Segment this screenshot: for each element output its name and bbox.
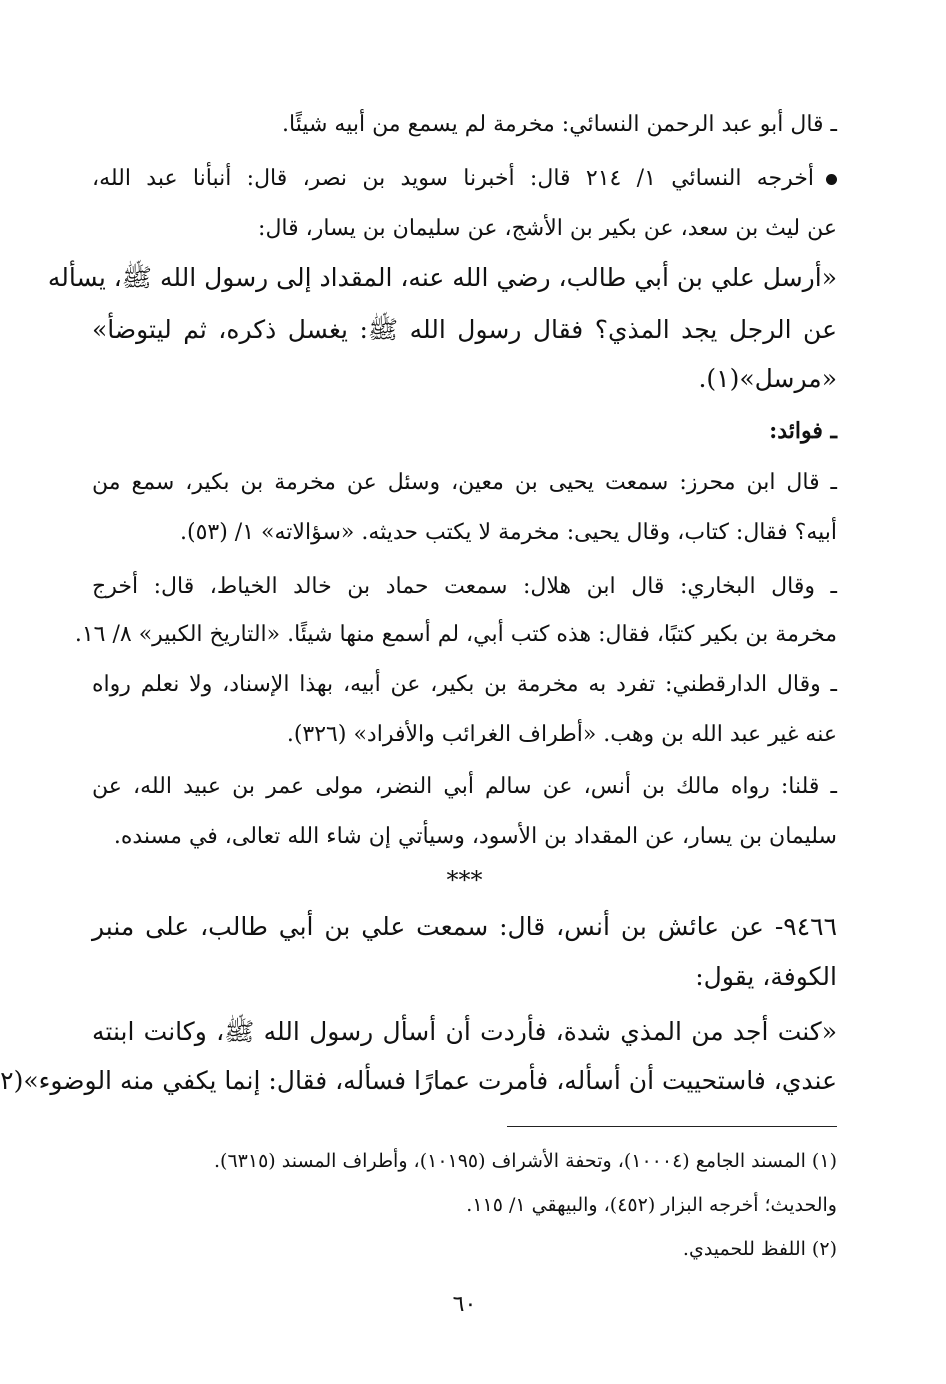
text-line-13: عنه غير عبد الله بن وهب. «أطراف الغرائب والأفراد» (٣٢٦). xyxy=(286,722,837,747)
text-line-9: أبيه؟ فقال: كتاب، وقال يحيى: مخرمة لا يكتب حديثه. «سؤالاته» ١/ (٥٣). xyxy=(180,520,837,545)
hadith-line-1: «أرسل علي بن أبي طالب، رضي الله عنه، المقداد إلى رسول الله ﷺ، يسأله xyxy=(47,263,837,292)
text-line-8: ـ قال ابن محرز: سمعت يحيى بن معين، وسئل عن مخرمة بن بكير، سمع من xyxy=(92,470,837,495)
footnote-separator xyxy=(507,1126,837,1127)
text-line-10: ـ وقال البخاري: قال ابن هلال: سمعت حماد بن خالد الخياط، قال: أخرج xyxy=(92,574,837,599)
footnote-1: (١) المسند الجامع (١٠٠٠٤)، وتحفة الأشراف (١٠١٩٥)، وأطراف المسند (٦٣١٥). xyxy=(214,1150,837,1172)
section-heading: ـ فوائد: xyxy=(769,418,837,444)
text-line-2: أخرجه النسائي ١/ ٢١٤ قال: أخبرنا سويد بن نصر، قال: أنبأنا عبد الله، xyxy=(92,166,837,191)
section-divider-stars: *** xyxy=(446,866,483,894)
hadith-line-3: «مرسل»(١). xyxy=(698,364,837,393)
hadith-heading-line-2: الكوفة، يقول: xyxy=(695,962,837,991)
hadith-heading-line-1: ٩٤٦٦- عن عائش بن أنس، قال: سمعت علي بن أبي طالب، على منبر xyxy=(92,912,837,941)
text-line-11: مخرمة بن بكير كتبًا، فقال: هذه كتب أبي، لم أسمع منها شيئًا. «التاريخ الكبير» ٨/ ١٦. xyxy=(74,622,837,647)
text-line-12: ـ وقال الدارقطني: تفرد به مخرمة بن بكير، عن أبيه، بهذا الإسناد، ولا نعلم رواه xyxy=(92,672,837,697)
hadith-line-2: عن الرجل يجد المذي؟ فقال رسول الله ﷺ: يغسل ذكره، ثم ليتوضأ» xyxy=(92,315,837,344)
footnote-2: (٢) اللفظ للحميدي. xyxy=(682,1238,837,1260)
page-number: ٦٠ xyxy=(452,1292,477,1317)
bullet-icon xyxy=(826,174,837,185)
footnote-1-continued: والحديث؛ أخرجه البزار (٤٥٢)، والبيهقي ١/ ١١٥. xyxy=(466,1194,837,1216)
text-line-3: عن ليث بن سعد، عن بكير بن الأشج، عن سليمان بن يسار، قال: xyxy=(258,216,837,241)
hadith-text-line-1: «كنت أجد من المذي شدة، فأردت أن أسأل رسول الله ﷺ، وكانت ابنته xyxy=(92,1017,837,1046)
text-line-15: سليمان بن يسار، عن المقداد بن الأسود، وسيأتي إن شاء الله تعالى، في مسنده. xyxy=(113,824,837,849)
text-line-14: ـ قلنا: رواه مالك بن أنس، عن سالم أبي النضر، مولى عمر بن عبيد الله، عن xyxy=(92,774,837,799)
text-line-1: ـ قال أبو عبد الرحمن النسائي: مخرمة لم يسمع من أبيه شيئًا. xyxy=(282,112,837,137)
hadith-text-line-2: عندي، فاستحييت أن أسأله، فأمرت عمارًا فسأله، فقال: إنما يكفي منه الوضوء»(٢ xyxy=(0,1066,837,1095)
